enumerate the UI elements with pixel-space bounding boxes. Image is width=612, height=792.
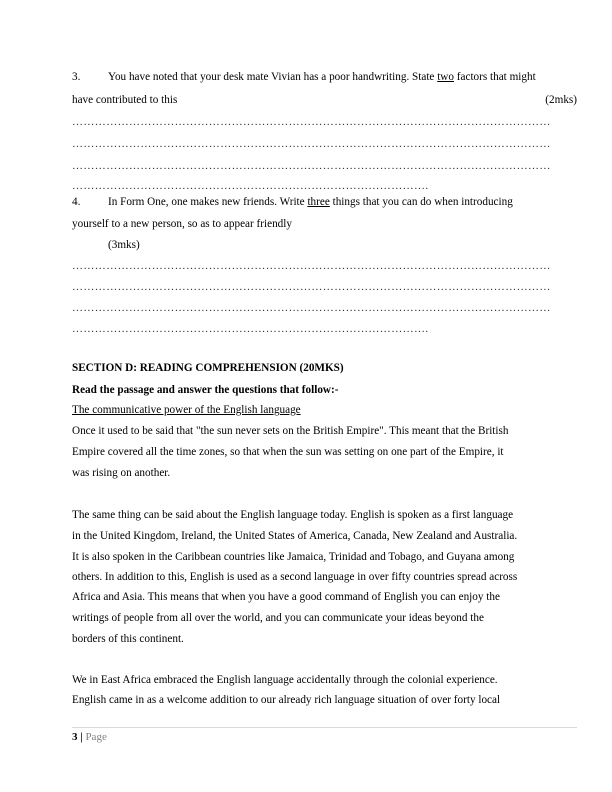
passage-title (72, 404, 301, 416)
q4-answer-line-2: ……………………………………………………………………………………………………………… (72, 281, 551, 293)
q4-text-underlined: three (307, 196, 330, 208)
q4-line-1 (72, 196, 513, 208)
q3-text-pre: You have noted that your desk mate Vivian has a poor handwriting. State (108, 71, 438, 83)
q3-line-1 (72, 71, 536, 83)
passage-title-text: The communicative power of the English language (72, 404, 301, 416)
q3-answer-line-1: ……………………………………………………………………………………………………………… (72, 116, 551, 128)
q4-answer-line-1: ……………………………………………………………………………………………………………… (72, 260, 551, 272)
section-instruction: Read the passage and answer the questions that follow:- (72, 384, 339, 396)
q4-text-pre: In Form One, one makes new friends. Write (108, 196, 308, 208)
q4-marks: (3mks) (108, 239, 140, 251)
passage-p3-line-1: We in East Africa embraced the English language accidentally through the colonial experience. (72, 674, 498, 686)
passage-p1-line-2: Empire covered all the time zones, so that when the sun was setting on one part of the Empire, it (72, 446, 504, 458)
q3-line-2: have contributed to this (72, 94, 178, 106)
footer-separator: | (77, 731, 86, 743)
q3-answer-line-3: ……………………………………………………………………………………………………………… (72, 160, 551, 172)
passage-p2-line-6: writings of people from all over the world, and you can communicate your ideas beyond the (72, 612, 484, 624)
q3-text-underlined: two (437, 71, 454, 83)
q4-line-2: yourself to a new person, so as to appear friendly (72, 218, 292, 230)
passage-p3-line-2: English came in as a welcome addition to our already rich language situation of over forty local (72, 694, 501, 706)
q4-text-post: things that you can do when introducing (329, 196, 513, 208)
footer-page-word: Page (85, 731, 107, 743)
q3-number: 3. (72, 71, 81, 83)
page-footer (72, 731, 107, 743)
footer-page-number: 3 (72, 731, 78, 743)
q4-answer-line-4: …………………………………………………………………………………. (72, 323, 429, 335)
passage-p2-line-7: borders of this continent. (72, 633, 184, 645)
q3-marks: (2mks) (545, 94, 577, 106)
footer-divider (72, 727, 577, 728)
passage-p1-line-1: Once it used to be said that "the sun never sets on the British Empire". This meant that the British (72, 425, 509, 437)
passage-p2-line-4: others. In addition to this, English is used as a second language in over fifty countries spread across (72, 571, 518, 583)
section-heading: SECTION D: READING COMPREHENSION (20MKS) (72, 362, 344, 374)
passage-p2-line-5: Africa and Asia. This means that when you have a good command of English you can enjoy the (72, 591, 500, 603)
passage-p2-line-3: It is also spoken in the Caribbean countries like Jamaica, Trinidad and Tobago, and Guyana among (72, 551, 515, 563)
passage-p2-line-1: The same thing can be said about the English language today. English is spoken as a first language (72, 509, 514, 521)
passage-p1-line-3: was rising on another. (72, 467, 171, 479)
q4-answer-line-3: ……………………………………………………………………………………………………………… (72, 302, 551, 314)
q3-answer-line-4: …………………………………………………………………………………. (72, 180, 429, 192)
passage-p2-line-2: in the United Kingdom, Ireland, the United States of America, Canada, New Zealand and Australia. (72, 530, 518, 542)
q4-number: 4. (72, 196, 81, 208)
q3-text-post: factors that might (453, 71, 536, 83)
q3-answer-line-2: ……………………………………………………………………………………………………………… (72, 138, 551, 150)
